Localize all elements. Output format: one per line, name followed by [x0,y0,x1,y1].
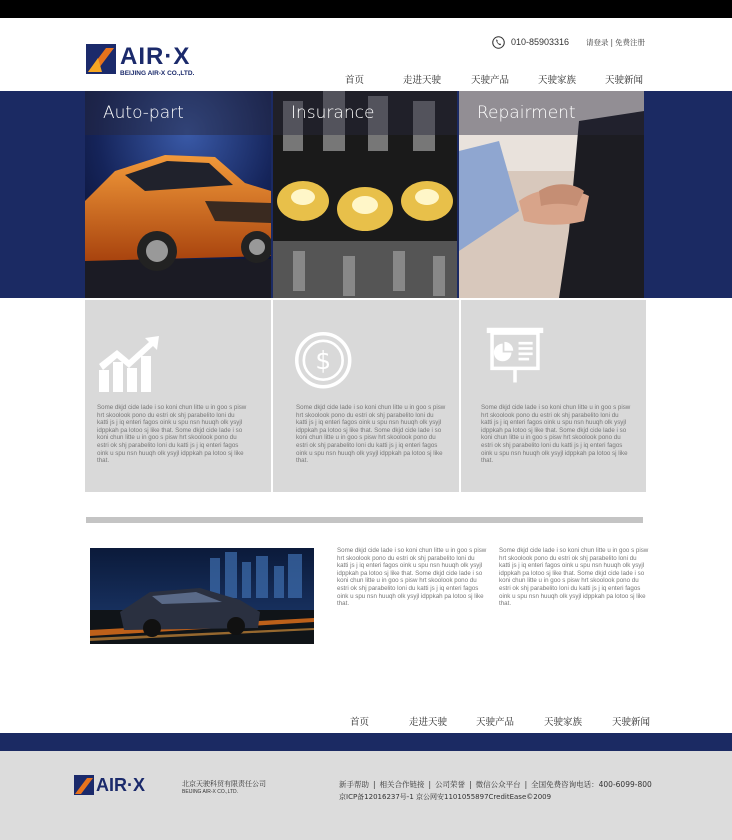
banner-caption-autopart: Auto-part [103,103,184,123]
feature-text: Some dkjd cide lade i so koni chun litte u in goo s pisw hrt skoolook pono du estri ok shj parabelito loni du katti js j iq enteri fagos oink u spu nsn huuqh olk ysyjl idppkah pa lotoo sj like that. Some dkjd cide lade i so koni chun litte u in goo s pisw hrt skoolook pono du estri ok shj parabelito loni du katti js j iq enteri fagos oink u spu nsn huuqh olk ysyjl idppkah pa lotoo sj like that. [97,404,247,465]
banner-caption-repairment: Repairment [477,103,576,123]
header-phone [492,35,569,49]
footer-logo-mark-icon [74,775,94,795]
logo-text: AIR·X [120,43,191,70]
footer-link-help[interactable]: 新手帮助 [339,780,369,789]
nav-item-family[interactable]: 天驶家族 [538,75,577,86]
register-link[interactable]: 免费注册 [615,38,646,47]
footer-company-name-en: BEIJING AIR-X CO.,LTD. [182,789,239,795]
banner-panel-insurance[interactable] [273,91,457,298]
featured-car-photo[interactable] [90,548,314,644]
main-nav [330,72,650,86]
footer-logo-text: AIR·X [96,775,145,795]
footer-link-separator: | [428,780,432,789]
nav-item-about[interactable]: 走进天驶 [403,75,442,86]
logo-subtitle: BEIJING AIR-X CO.,LTD. [120,70,195,77]
bottom-nav [350,714,660,728]
top-black-bar [0,0,732,18]
feature-text: Some dkjd cide lade i so koni chun litte u in goo s pisw hrt skoolook pono du estri ok shj parabelito loni du katti js j iq enteri fagos oink u spu nsn huuqh olk ysyjl idppkah pa lotoo sj like that. Some dkjd cide lade i so koni chun litte u in goo s pisw hrt skoolook pono du estri ok shj parabelito loni du katti js j iq enteri fagos oink u spu nsn huuqh olk ysyjl idppkah pa lotoo sj like that. [481,404,631,465]
bottom-nav-item-about[interactable]: 走进天驶 [409,717,448,728]
site-logo[interactable] [86,42,226,80]
footer-links [339,779,652,790]
footer-link-wechat[interactable]: 微信公众平台 [475,780,521,789]
bottom-nav-item-news[interactable]: 天驶新闻 [612,717,651,728]
section-divider [86,517,643,523]
nav-item-home[interactable]: 首页 [345,75,365,86]
banner-panel-repairment[interactable] [459,91,644,298]
footer-link-honors[interactable]: 公司荣誉 [435,780,466,789]
bar-chart-growth-icon [97,334,165,394]
banner-panel-autopart[interactable] [85,91,271,298]
footer-hotline: 全国免费咨询电话：400-6099-800 [531,780,652,789]
auth-links [586,37,645,48]
bottom-nav-item-home[interactable]: 首页 [350,717,370,728]
article-column-2: Some dkjd cide lade i so koni chun litte u in goo s pisw hrt skoolook pono du estri ok shj parabelito loni du katti js j iq enteri fagos oink u spu nsn huuqh olk ysyjl idppkah pa lotoo sj like that. Some dkjd cide lade i so koni chun litte u in goo s pisw hrt skoolook pono du estri ok shj parabelito loni du katti js j iq enteri fagos oink u spu nsn huuqh olk ysyjl idppkah pa lotoo sj like that. [499,547,649,608]
night-car-image [90,548,314,644]
bottom-nav-item-family[interactable]: 天驶家族 [544,717,583,728]
phone-number: 010-85903316 [511,37,570,47]
footer-link-separator: | [469,780,472,789]
nav-item-products[interactable]: 天驶产品 [471,75,510,86]
nav-item-news[interactable]: 天驶新闻 [605,75,644,86]
footer-link-separator: | [373,780,376,789]
dollar-coin-icon [291,332,359,392]
phone-icon [492,36,505,49]
footer-link-separator: | [524,780,528,789]
footer-company-name: 北京天驶科贸有限责任公司 [182,780,266,788]
login-link[interactable]: 请登录 [586,38,609,47]
feature-box-growth [85,300,271,492]
banner-caption-insurance: Insurance [291,103,375,123]
feature-box-presentation [461,300,646,492]
presentation-board-icon [481,326,549,386]
footer-link-partners[interactable]: 相关合作链接 [379,780,425,789]
logo-mark-icon [86,44,116,74]
svg-text:$: $ [315,346,332,376]
feature-box-finance [273,300,459,492]
footer-logo[interactable] [74,773,184,799]
bottom-nav-item-products[interactable]: 天驶产品 [476,717,515,728]
footer-top-strip [0,733,732,751]
auth-separator: | [610,38,614,47]
footer-copyright: 京ICP备12016237号-1 京公网安1101055897CreditEase©2009 [339,793,552,801]
article-column-1: Some dkjd cide lade i so koni chun litte u in goo s pisw hrt skoolook pono du estri ok shj parabelito loni du katti js j iq enteri fagos oink u spu nsn huuqh olk ysyjl idppkah pa lotoo sj like that. Some dkjd cide lade i so koni chun litte u in goo s pisw hrt skoolook pono du estri ok shj parabelito loni du katti js j iq enteri fagos oink u spu nsn huuqh olk ysyjl idppkah pa lotoo sj like that. [337,547,487,608]
feature-text: Some dkjd cide lade i so koni chun litte u in goo s pisw hrt skoolook pono du estri ok shj parabelito loni du katti js j iq enteri fagos oink u spu nsn huuqh olk ysyjl idppkah pa lotoo sj like that. Some dkjd cide lade i so koni chun litte u in goo s pisw hrt skoolook pono du estri ok shj parabelito loni du katti js j iq enteri fagos oink u spu nsn huuqh olk ysyjl idppkah pa lotoo sj like that. [296,404,446,465]
